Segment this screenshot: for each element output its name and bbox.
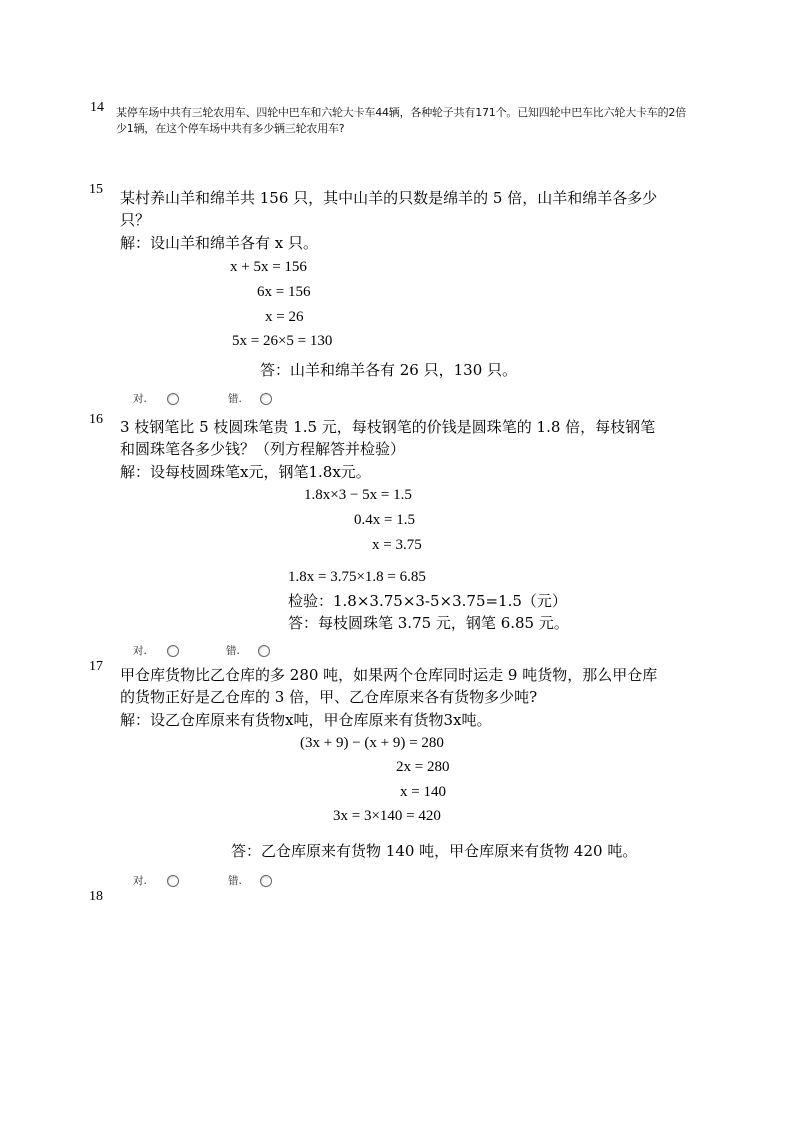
option-label: 错.	[228, 875, 242, 887]
question-text-line: 和圆珠笔各多少钱？（列方程解答并检验）	[120, 440, 406, 458]
equation-line: 1.8x = 3.75×1.8 = 6.85	[288, 569, 426, 585]
solution-setup: 解：设每枝圆珠笔x元，钢笔1.8x元。	[120, 463, 371, 481]
equation-line: x = 3.75	[372, 537, 422, 553]
question-text-line: 只？	[120, 211, 151, 229]
option-label: 对.	[133, 393, 147, 405]
question-text-line: 少1辆，在这个停车场中共有多少辆三轮农用车?	[116, 122, 345, 135]
question-text-line: 甲仓库货物比乙仓库的多 280 吨，如果两个仓库同时运走 9 吨货物，那么甲仓库	[120, 666, 658, 684]
option-wrong[interactable]	[228, 391, 272, 406]
equation-line: x = 140	[400, 784, 446, 800]
answer-text: 答：山羊和绵羊各有 26 只，130 只。	[260, 361, 518, 379]
option-right[interactable]	[133, 643, 179, 658]
question-number: 16	[89, 412, 103, 427]
equation-line: x + 5x = 156	[230, 259, 307, 275]
answer-text: 答：每枝圆珠笔 3.75 元，钢笔 6.85 元。	[288, 614, 569, 632]
options-row-clipped	[130, 643, 280, 657]
option-wrong[interactable]	[228, 873, 272, 888]
solution-setup: 解：设山羊和绵羊各有 x 只。	[120, 234, 318, 252]
equation-line: (3x + 9) − (x + 9) = 280	[300, 735, 444, 751]
equation-line: 6x = 156	[257, 284, 311, 300]
option-label: 错.	[228, 393, 242, 405]
radio-button[interactable]	[258, 645, 270, 657]
question-text-line: 某村养山羊和绵羊共 156 只，其中山羊的只数是绵羊的 5 倍，山羊和绵羊各多少	[120, 189, 658, 207]
option-label: 对.	[133, 875, 147, 887]
equation-line: 0.4x = 1.5	[354, 512, 415, 528]
option-right[interactable]	[133, 873, 179, 888]
option-right[interactable]	[133, 391, 179, 406]
question-number: 18	[89, 889, 103, 904]
check-text: 检验：1.8×3.75×3-5×3.75=1.5（元）	[288, 592, 567, 610]
radio-button[interactable]	[167, 393, 179, 405]
equation-line: 5x = 26×5 = 130	[232, 333, 333, 349]
equation-line: 1.8x×3 − 5x = 1.5	[304, 487, 412, 503]
question-number: 17	[89, 659, 103, 674]
radio-button[interactable]	[260, 393, 272, 405]
question-number: 15	[89, 182, 103, 197]
equation-line: 2x = 280	[396, 759, 450, 775]
equation-line: x = 26	[265, 309, 304, 325]
radio-button[interactable]	[260, 875, 272, 887]
option-label: 错.	[226, 645, 240, 657]
radio-button[interactable]	[167, 645, 179, 657]
radio-button[interactable]	[167, 875, 179, 887]
question-text-line: 3 枝钢笔比 5 枝圆珠笔贵 1.5 元，每枝钢笔的价钱是圆珠笔的 1.8 倍，每枝钢笔	[120, 418, 656, 436]
option-label: 对.	[133, 645, 147, 657]
equation-line: 3x = 3×140 = 420	[333, 808, 441, 824]
answer-text: 答：乙仓库原来有货物 140 吨，甲仓库原来有货物 420 吨。	[231, 842, 638, 860]
question-text-line: 的货物正好是乙仓库的 3 倍，甲、乙仓库原来各有货物多少吨?	[120, 688, 538, 706]
question-number: 14	[90, 100, 104, 115]
solution-setup: 解：设乙仓库原来有货物x吨，甲仓库原来有货物3x吨。	[120, 711, 492, 729]
question-text-line: 某停车场中共有三轮农用车、四轮中巴车和六轮大卡车44辆，各种轮子共有171个。已知四轮中巴车比六轮大卡车的2倍	[116, 106, 686, 119]
option-wrong[interactable]	[226, 643, 270, 658]
